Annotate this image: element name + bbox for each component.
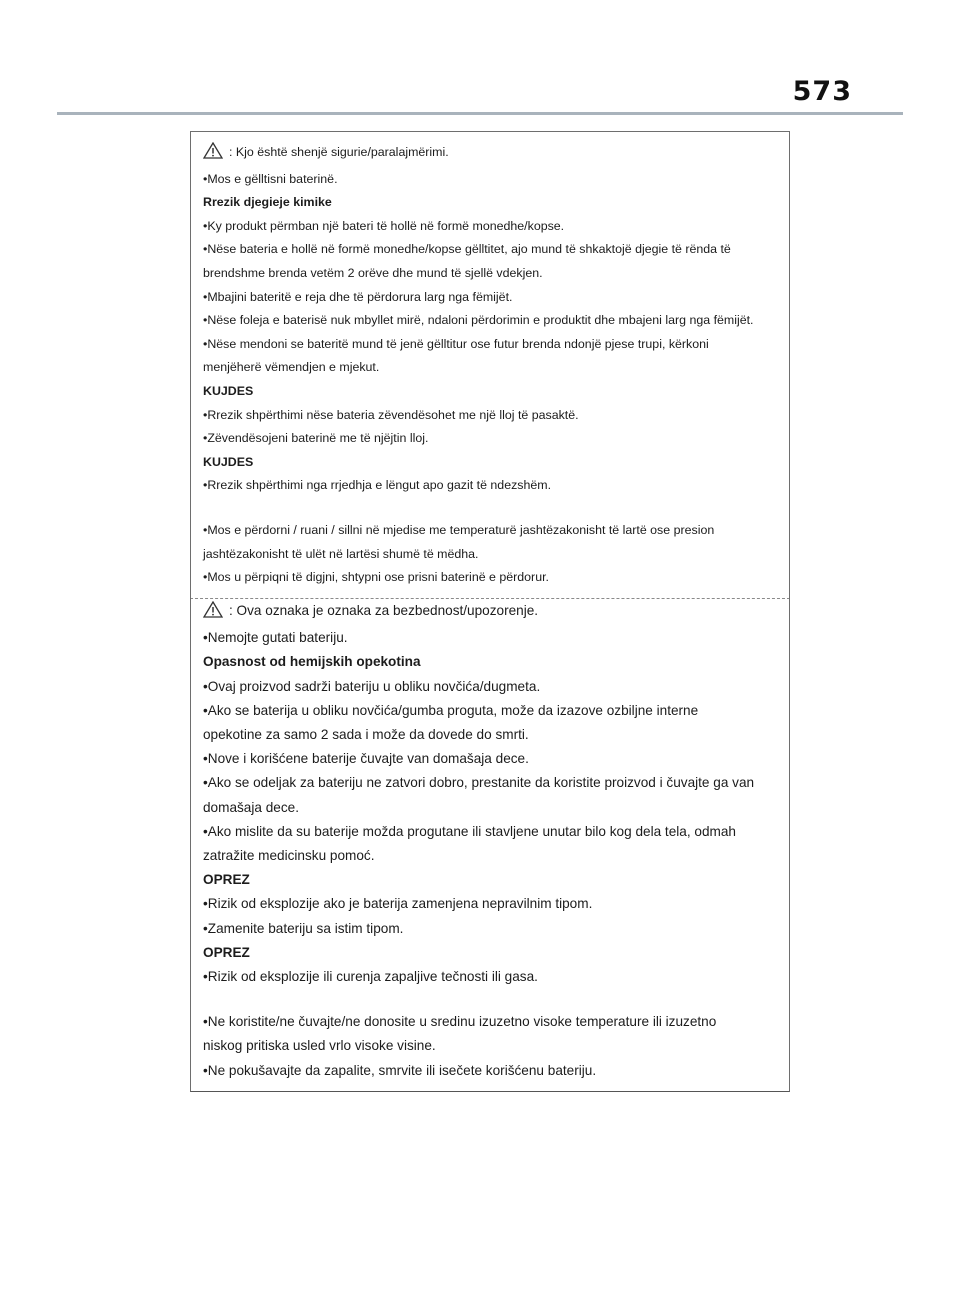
albanian-symbol-line [203, 141, 759, 168]
serbian-caution1-heading: OPREZ [203, 872, 250, 888]
serbian-replace-same: •Zamenite bateriju sa istim tipom. [203, 920, 404, 936]
warning-box-albanian [190, 131, 790, 599]
albanian-symbol-note: : Kjo është shenjë sigurie/paralajmërimi. [229, 145, 449, 159]
warning-box-serbian [190, 598, 790, 1092]
albanian-caution1-heading: KUJDES [203, 383, 254, 398]
serbian-symbol-line [203, 599, 759, 626]
serbian-no-swallow: •Nemojte gutati bateriju. [203, 630, 348, 646]
page-number: 573 [792, 76, 852, 107]
serbian-chem-heading: Opasnost od hemijskih opekotina [203, 654, 421, 670]
warning-triangle-icon [203, 142, 223, 168]
albanian-contains: •Ky produkt përmban një bateri të hollë në formë monedhe/kopse. [203, 218, 565, 233]
header-rule [57, 112, 903, 115]
albanian-medical: •Nëse mendoni se bateritë mund të jenë gëlltitur ose futur brenda ndonjë pjese trupi, kërkoni menjëherë vëmendjen e mjekut. [203, 336, 709, 375]
albanian-compartment: •Nëse foleja e baterisë nuk mbyllet mirë, ndaloni përdorimin e produktit dhe mbajeni larg nga fëmijët. [203, 313, 754, 328]
serbian-spacer [203, 989, 759, 1010]
serbian-extreme-env: •Ne koristite/ne čuvajte/ne donosite u sredinu izuzetno visoke temperature ili izuzetno niskog pritiska usled vrlo visoke visine. [203, 1014, 717, 1054]
albanian-text-block [203, 141, 759, 590]
serbian-explosion-replace: •Rizik od eksplozije ako je baterija zamenjena nepravilnim tipom. [203, 896, 593, 912]
serbian-symbol-note: : Ova oznaka je oznaka za bezbednost/upozorenje. [229, 603, 539, 618]
serbian-contains: •Ovaj proizvod sadrži bateriju u obliku novčića/dugmeta. [203, 678, 541, 694]
serbian-no-crush: •Ne pokušavajte da zapalite, smrvite ili isečete korišćenu bateriju. [203, 1062, 597, 1078]
warning-triangle-icon [203, 601, 223, 626]
albanian-spacer [203, 498, 759, 519]
serbian-keep-away: •Nove i korišćene baterije čuvajte van domašaja dece. [203, 751, 529, 767]
albanian-no-crush: •Mos u përpiqni të digjni, shtypni ose prisni baterinë e përdorur. [203, 570, 549, 585]
albanian-extreme-env: •Mos e përdorni / ruani / sillni në mjedise me temperaturë jashtëzakonisht të lartë ose presion jashtëzakonisht të ulët në lartësi shumë të mëdha. [203, 522, 715, 561]
serbian-if-swallowed: •Ako se baterija u obliku novčića/gumba proguta, može da izazove ozbiljne interne opekotine za samo 2 sada i može da dovede do smrti. [203, 702, 699, 743]
albanian-keep-away: •Mbajini bateritë e reja dhe të përdorura larg nga fëmijët. [203, 289, 513, 304]
albanian-if-swallowed: •Nëse bateria e hollë në formë monedhe/kopse gëlltitet, ajo mund të shkaktojë djegie të rënda të brendshme brenda vetëm 2 orëve dhe mund të sjellë vdekjen. [203, 242, 731, 280]
serbian-compartment: •Ako se odeljak za bateriju ne zatvori dobro, prestanite da koristite proizvod i čuvajte ga van domašaja dece. [203, 775, 755, 815]
albanian-explosion-replace: •Rrezik shpërthimi nëse bateria zëvendësohet me një lloj të pasaktë. [203, 407, 579, 422]
albanian-caution2-heading: KUJDES [203, 454, 254, 469]
serbian-text-block [203, 599, 759, 1083]
albanian-chem-heading: Rrezik djegieje kimike [203, 195, 332, 210]
albanian-no-swallow: •Mos e gëlltisni baterinë. [203, 171, 338, 186]
serbian-caution2-heading: OPREZ [203, 944, 250, 960]
albanian-replace-same: •Zëvendësojeni baterinë me të njëjtin lloj. [203, 431, 429, 446]
albanian-explosion-leak: •Rrezik shpërthimi nga rrjedhja e lëngut apo gazit të ndezshëm. [203, 478, 552, 493]
serbian-explosion-leak: •Rizik od eksplozije ili curenja zapaljive tečnosti ili gasa. [203, 969, 538, 985]
serbian-medical: •Ako mislite da su baterije možda progutane ili stavljene unutar bilo kog dela tela, odmah zatražite medicinsku pomoć. [203, 823, 736, 864]
